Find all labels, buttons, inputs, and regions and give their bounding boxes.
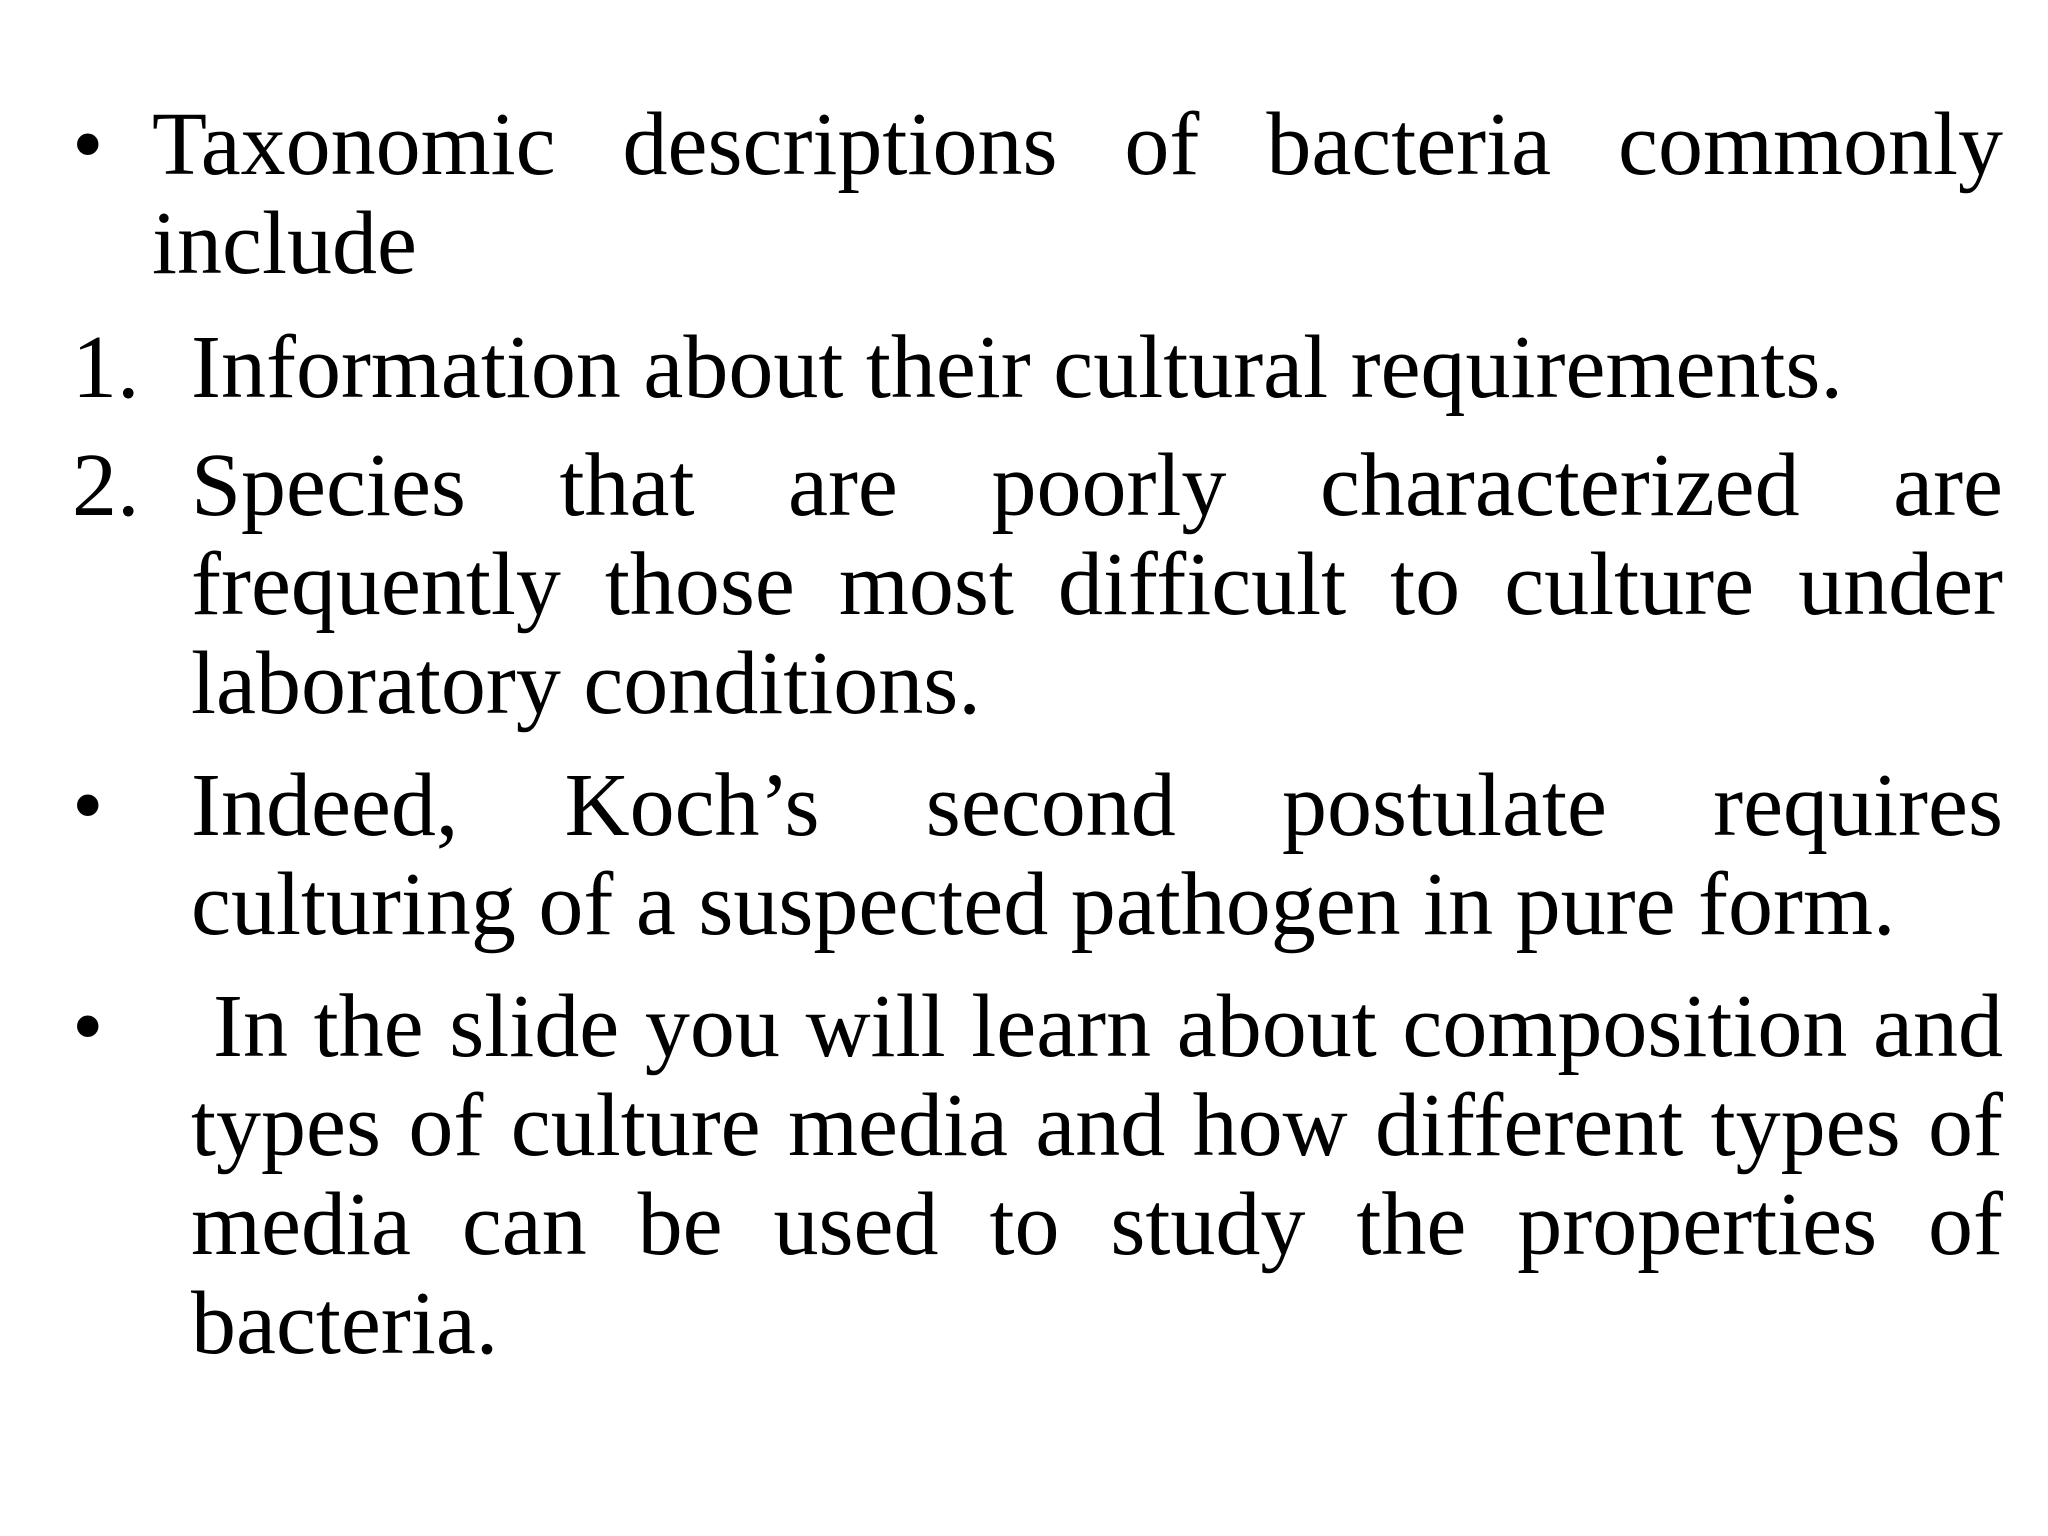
bullet-marker: • xyxy=(72,756,104,855)
bullet-marker: • xyxy=(72,977,104,1076)
number-marker: 2. xyxy=(72,436,140,535)
numbered-item-text: Information about their cultural requirements. xyxy=(191,318,1843,417)
numbered-item-text: Species that are poorly characterized are frequently those most difficult to culture under laboratory conditions. xyxy=(191,436,2003,733)
bullet-text: In the slide you will learn about composition and types of culture media and how different types of media can be used to study the properties of bacteria. xyxy=(191,977,2003,1373)
bullet-marker: • xyxy=(72,95,104,194)
bullet-text: Indeed, Koch’s second postulate requires culturing of a suspected pathogen in pure form. xyxy=(191,756,2003,954)
bullet-text: Taxonomic descriptions of bacteria commonly include xyxy=(152,95,2003,293)
number-marker: 1. xyxy=(72,318,140,417)
